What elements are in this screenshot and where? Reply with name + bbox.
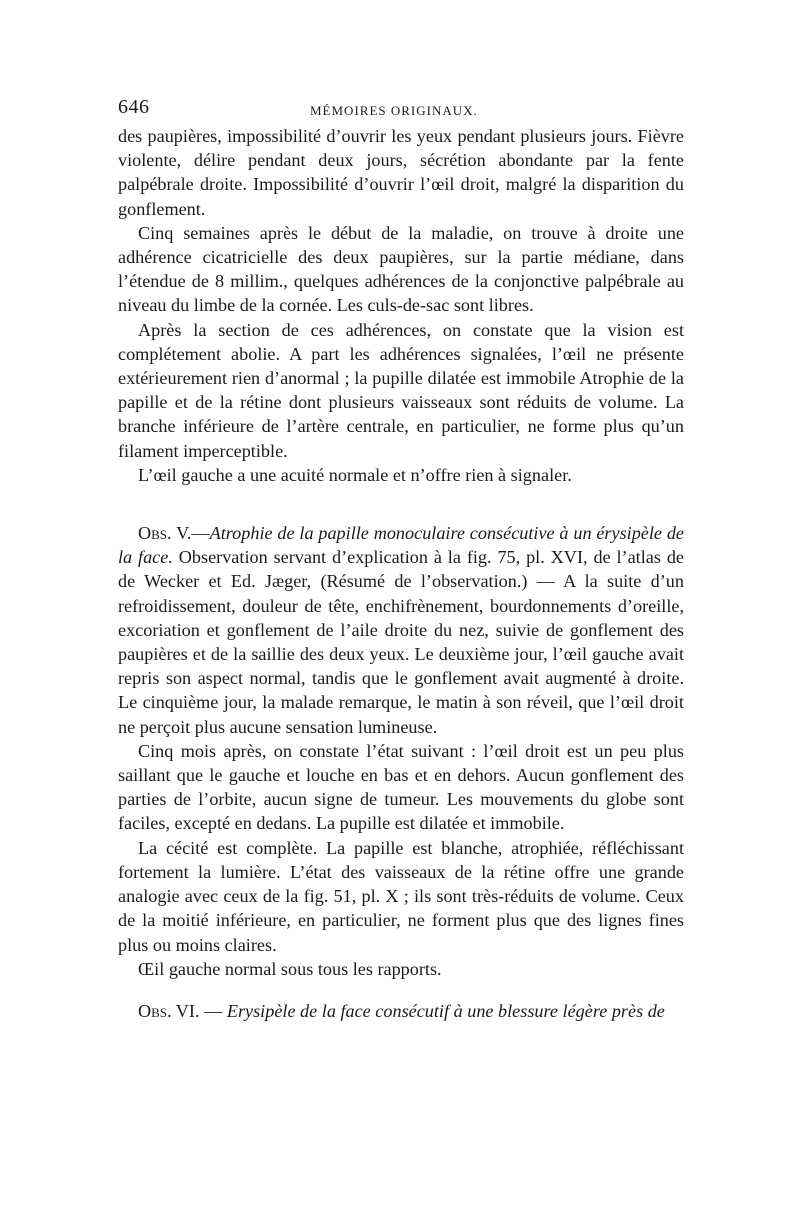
paragraph-continued: des paupières, impossibilité d’ouvrir les yeux pendant plusieurs jours. Fièvre violente, délire pendant deux jours, sécrétion abondante par la fente palpébrale droite. Impossibilité d’ouvrir l’œil droit, malgré la disparition du gonflement. <box>118 126 684 219</box>
paragraph-five-weeks: Cinq semaines après le début de la maladie, on trouve à droite une adhérence cicatricielle des deux paupières, sur la partie médiane, dans l’étendue de 8 millim., quelques adhérences de la conjonctive palpébrale au niveau du limbe de la cornée. Les culs-de-sac sont libres. <box>118 222 684 316</box>
paragraph-blindness: La cécité est complète. La papille est blanche, atrophiée, réfléchissant fortement la lumière. L’état des vaisseaux de la rétine offre une grande analogie avec ceux de la fig. 51, pl. X ; ils sont très-réduits de volume. Ceux de la moitié inférieure, en particulier, ne forment plus que des lignes fines plus ou moins claires. <box>118 837 684 955</box>
observation-5-title: Atrophie de la papille monoculaire consécutive à un érysipèle de la face. <box>118 523 684 568</box>
observation-5-label: Obs. V.— <box>138 523 210 544</box>
section-gap <box>118 981 684 999</box>
observation-6 <box>118 999 684 1023</box>
page-number: 646 <box>118 96 150 118</box>
observation-6-label: Obs. VI. <box>138 1000 200 1021</box>
paragraph-left-eye: L’œil gauche a une acuité normale et n’offre rien à signaler. <box>138 464 572 485</box>
observation-6-dash: — <box>199 1000 227 1021</box>
paragraph-five-months: Cinq mois après, on constate l’état suivant : l’œil droit est un peu plus saillant que le gauche et louche en bas et en dehors. Aucun gonflement des parties de l’orbite, aucun signe de tumeur. Les mouvements du globe sont faciles, excepté en dedans. La pupille est dilatée et immobile. <box>118 740 684 834</box>
section-gap <box>118 487 684 521</box>
page-header <box>118 92 684 124</box>
book-page <box>118 92 684 1023</box>
running-title: MÉMOIRES ORIGINAUX. <box>310 103 478 118</box>
observation-6-title: Erysipèle de la face consécutif à une blessure légère près de <box>226 1000 665 1021</box>
paragraph-left-eye-normal: Œil gauche normal sous tous les rapports. <box>138 958 442 979</box>
observation-5 <box>118 521 684 739</box>
observation-5-text: Observation servant d’explication à la fig. 75, pl. XVI, de l’atlas de de Wecker et Ed. Jæger, (Résumé de l’observation.) — A la suite d’un refroidissement, douleur de tête, enchifrènement, bourdonnements d’oreille, excoriation et gonflement de l’aile droite du nez, suivie de gonflement des paupières et de la saillie des deux yeux. Le deuxième jour, l’œil gauche avait repris son aspect normal, tandis que le gonflement avait augmenté à droite. Le cinquième jour, la malade remarque, le matin à son réveil, que l’œil droit ne perçoit plus aucune sensation lumineuse. <box>118 547 684 737</box>
paragraph-after-section: Après la section de ces adhérences, on constate que la vision est complétement abolie. A part les adhérences signalées, l’œil ne présente extérieurement rien d’anormal ; la pupille dilatée est immobile Atrophie de la papille et de la rétine dont plusieurs vaisseaux sont réduits de volume. La branche inférieure de l’artère centrale, en particulier, ne forme plus qu’un filament imperceptible. <box>118 319 684 461</box>
